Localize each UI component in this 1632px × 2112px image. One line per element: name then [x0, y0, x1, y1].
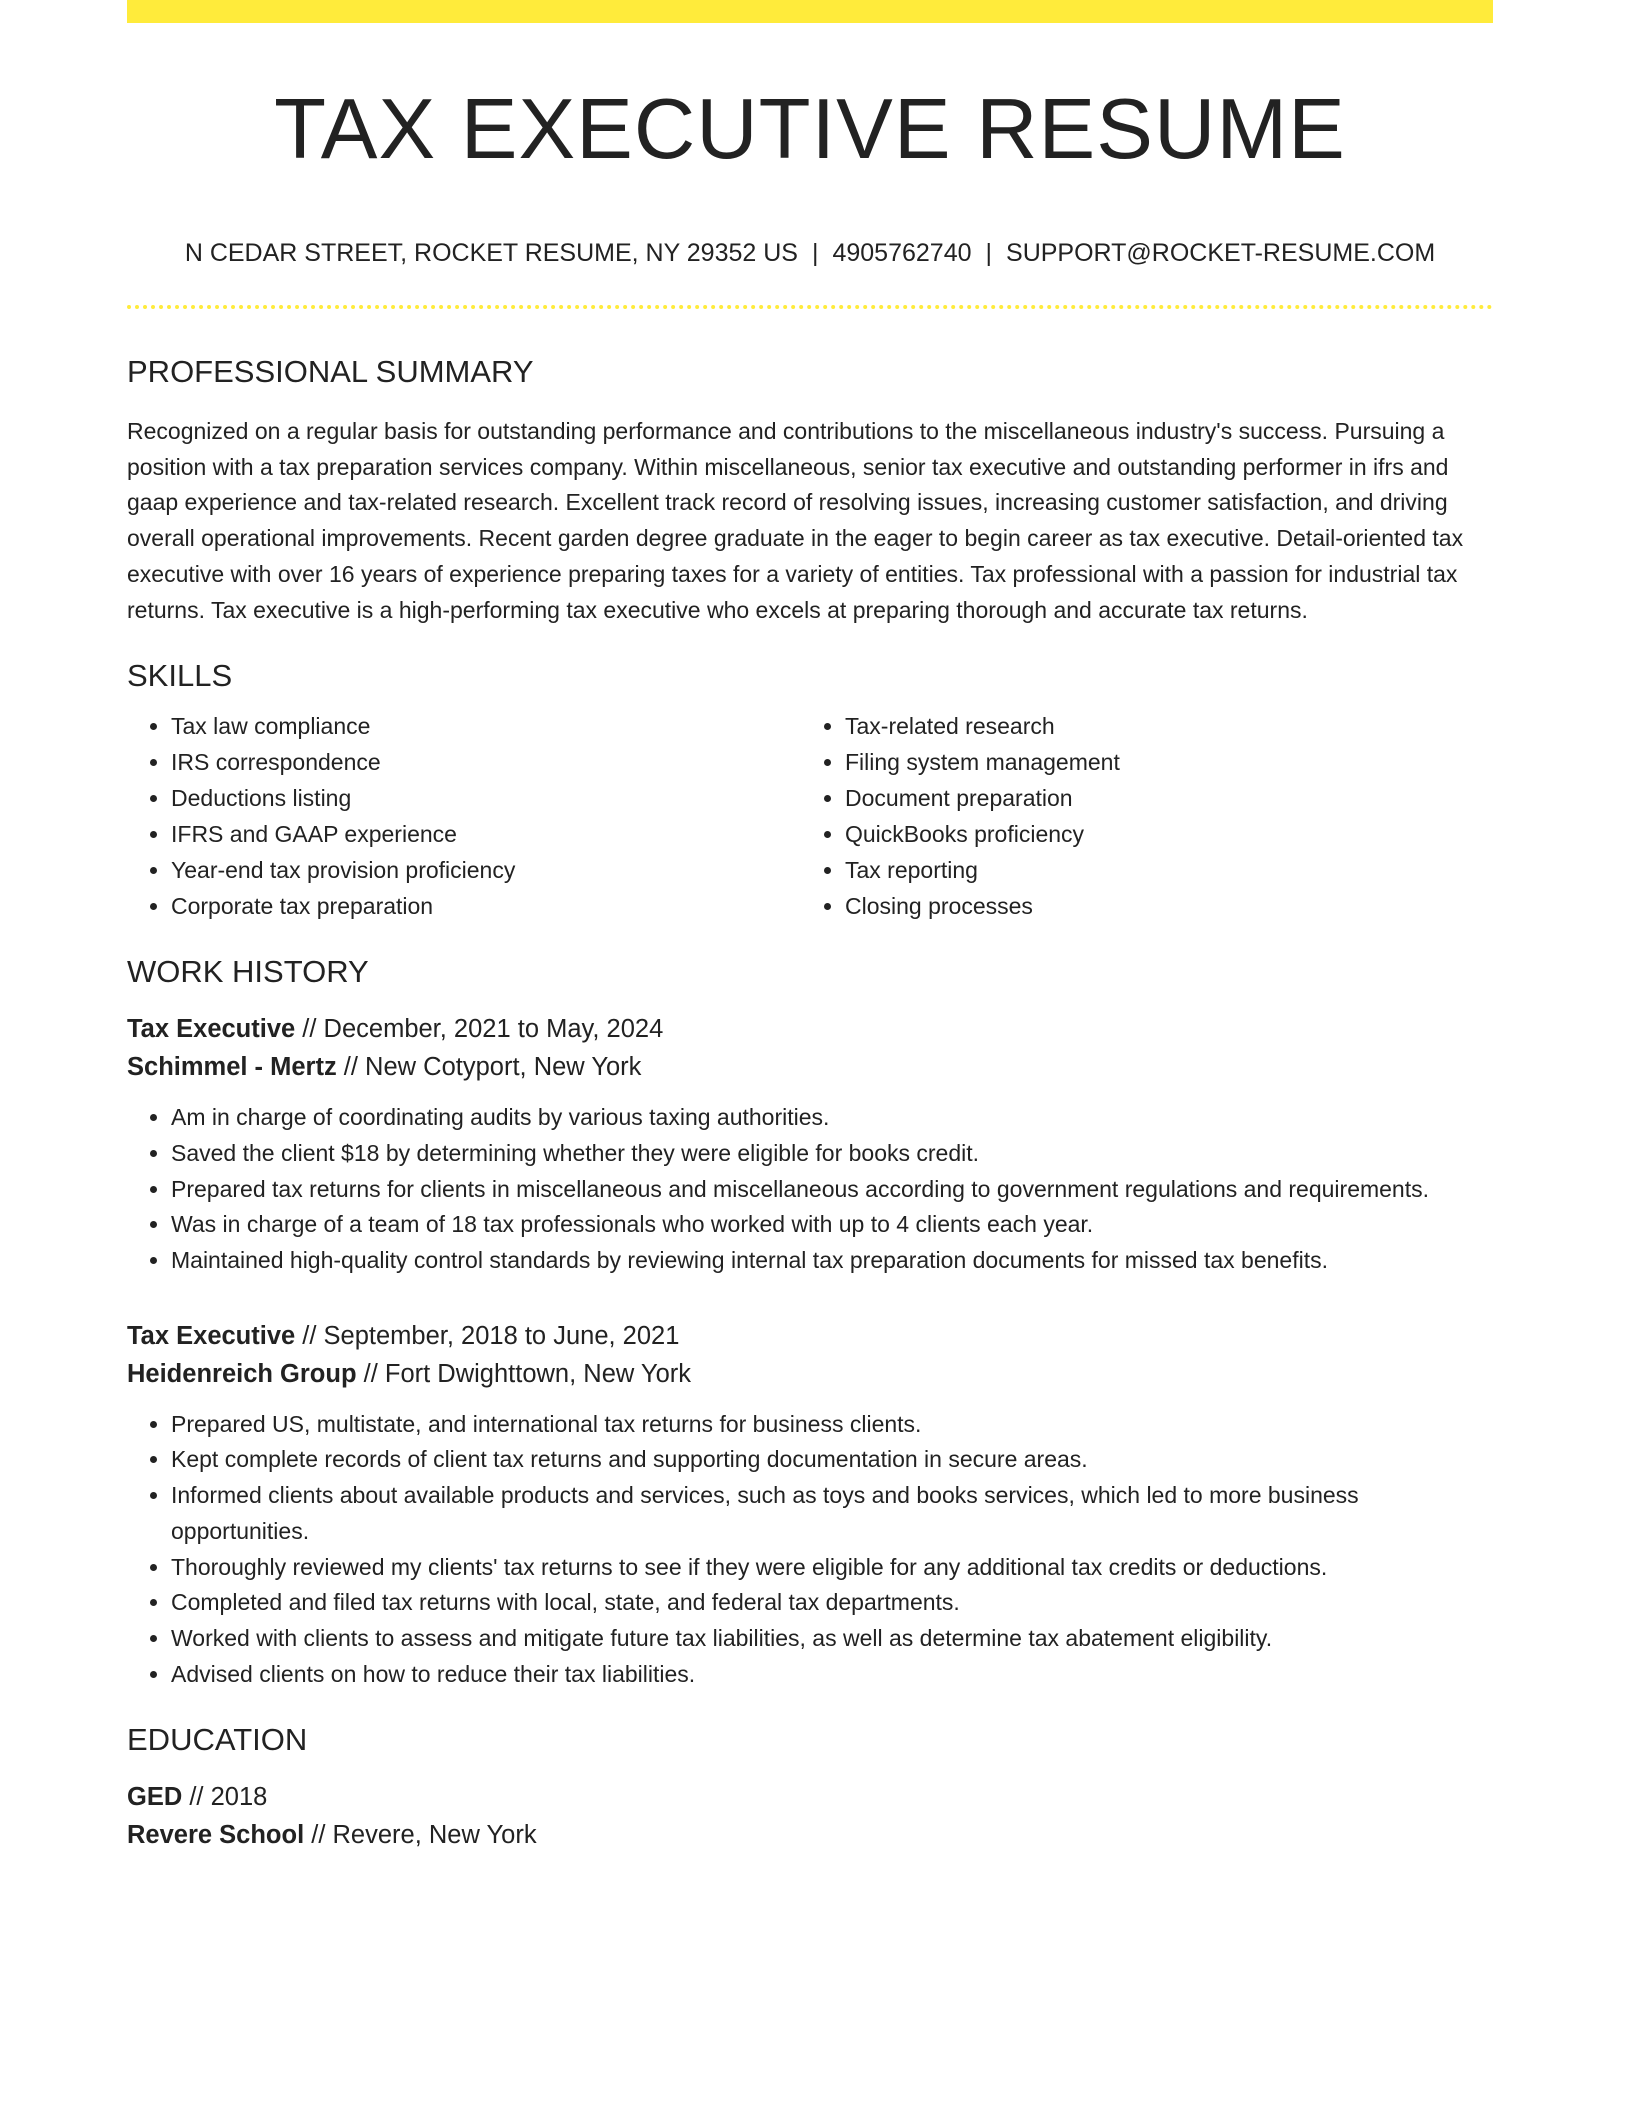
- job-bullets: [127, 1407, 1493, 1693]
- resume-content: [127, 350, 1493, 1854]
- job-bullet: • Prepared tax returns for clients in miscellaneous and miscellaneous according to government regulations and requirements.: [171, 1172, 1493, 1208]
- accent-top-bar: [127, 0, 1493, 23]
- job-bullet: • Maintained high-quality control standards by reviewing internal tax preparation documents for missed tax benefits.: [171, 1243, 1493, 1279]
- job-bullet: • Informed clients about available products and services, such as toys and books services, which led to more business opportunities.: [171, 1478, 1493, 1549]
- skill-item: • Deductions listing: [171, 780, 801, 816]
- job-bullet: • Completed and filed tax returns with local, state, and federal tax departments.: [171, 1585, 1493, 1621]
- contact-phone: 4905762740: [832, 239, 972, 267]
- job-company: Schimmel - Mertz: [127, 1053, 337, 1082]
- job-bullets: [127, 1100, 1493, 1279]
- skill-item: • QuickBooks proficiency: [845, 816, 1120, 852]
- skill-item: • Filing system management: [845, 744, 1120, 780]
- job-entry: [127, 1010, 1493, 1279]
- contact-line: [127, 236, 1493, 270]
- job-company-line: [127, 1355, 1493, 1393]
- skill-item: • IFRS and GAAP experience: [171, 816, 801, 852]
- job-company: Heidenreich Group: [127, 1359, 357, 1388]
- contact-address: N CEDAR STREET, ROCKET RESUME, NY 29352 US: [184, 239, 798, 267]
- job-title: Tax Executive: [127, 1015, 296, 1044]
- education-school-line: [127, 1816, 1493, 1854]
- skill-item: • Closing processes: [845, 888, 1120, 924]
- contact-separator: |: [811, 239, 819, 267]
- skill-item: • IRS correspondence: [171, 744, 801, 780]
- skills-heading: SKILLS: [127, 658, 233, 694]
- job-bullet: • Saved the client $18 by determining whether they were eligible for books credit.: [171, 1136, 1493, 1172]
- contact-separator: |: [985, 239, 993, 267]
- education-location: // Revere, New York: [304, 1821, 537, 1850]
- job-bullet: • Am in charge of coordinating audits by various taxing authorities.: [171, 1100, 1493, 1136]
- skill-item: • Tax law compliance: [171, 708, 801, 744]
- contact-email: SUPPORT@ROCKET-RESUME.COM: [1006, 239, 1436, 267]
- skills-list: [127, 708, 1493, 924]
- job-location: // New Cotyport, New York: [336, 1053, 642, 1082]
- summary-heading: PROFESSIONAL SUMMARY: [127, 354, 534, 389]
- job-title-line: [127, 1010, 1493, 1048]
- job-bullet: • Thoroughly reviewed my clients' tax returns to see if they were eligible for any additional tax credits or deductions.: [171, 1550, 1493, 1586]
- job-company-line: [127, 1048, 1493, 1086]
- job-bullet: • Was in charge of a team of 18 tax professionals who worked with up to 4 clients each year.: [171, 1207, 1493, 1243]
- skill-item: • Tax reporting: [845, 852, 1120, 888]
- job-dates: // September, 2018 to June, 2021: [295, 1321, 680, 1350]
- skill-item: • Document preparation: [845, 780, 1120, 816]
- education-degree-line: [127, 1778, 1493, 1816]
- summary-text: Recognized on a regular basis for outstanding performance and contributions to the miscellaneous industry's success. Pursuing a position with a tax preparation services company. Within miscellaneous, senior tax executive and outstanding performer in ifrs and gaap experience and tax-related research. Excellent track record of resolving issues, increasing customer satisfaction, and driving overall operational improvements. Recent garden degree graduate in the eager to begin career as tax executive. Detail-oriented tax executive with over 16 years of experience preparing taxes for a variety of entities. Tax professional with a passion for industrial tax returns. Tax executive is a high-performing tax executive who excels at preparing thorough and accurate tax returns.: [127, 418, 1464, 623]
- skills-column-left: [127, 708, 801, 924]
- job-bullet: • Kept complete records of client tax returns and supporting documentation in secure areas.: [171, 1442, 1493, 1478]
- resume-title: TAX EXECUTIVE RESUME: [274, 82, 1346, 177]
- skill-item: • Corporate tax preparation: [171, 888, 801, 924]
- job-bullet: • Worked with clients to assess and mitigate future tax liabilities, as well as determine tax abatement eligibility.: [171, 1621, 1493, 1657]
- job-bullet: • Advised clients on how to reduce their tax liabilities.: [171, 1657, 1493, 1693]
- education-degree: GED: [127, 1783, 183, 1812]
- job-title: Tax Executive: [127, 1321, 296, 1350]
- education-entry: [127, 1778, 1493, 1854]
- education-heading: EDUCATION: [127, 1722, 308, 1758]
- job-bullet: • Prepared US, multistate, and international tax returns for business clients.: [171, 1407, 1493, 1443]
- job-location: // Fort Dwighttown, New York: [356, 1359, 692, 1388]
- job-title-line: [127, 1317, 1493, 1355]
- dotted-divider: [127, 305, 1493, 309]
- job-dates: // December, 2021 to May, 2024: [295, 1015, 664, 1044]
- work-history-heading: WORK HISTORY: [127, 954, 369, 990]
- skill-item: • Year-end tax provision proficiency: [171, 852, 801, 888]
- education-school: Revere School: [127, 1821, 305, 1850]
- job-entry: [127, 1317, 1493, 1693]
- skills-column-right: [801, 708, 1120, 924]
- education-year: // 2018: [182, 1783, 268, 1812]
- skill-item: • Tax-related research: [845, 708, 1120, 744]
